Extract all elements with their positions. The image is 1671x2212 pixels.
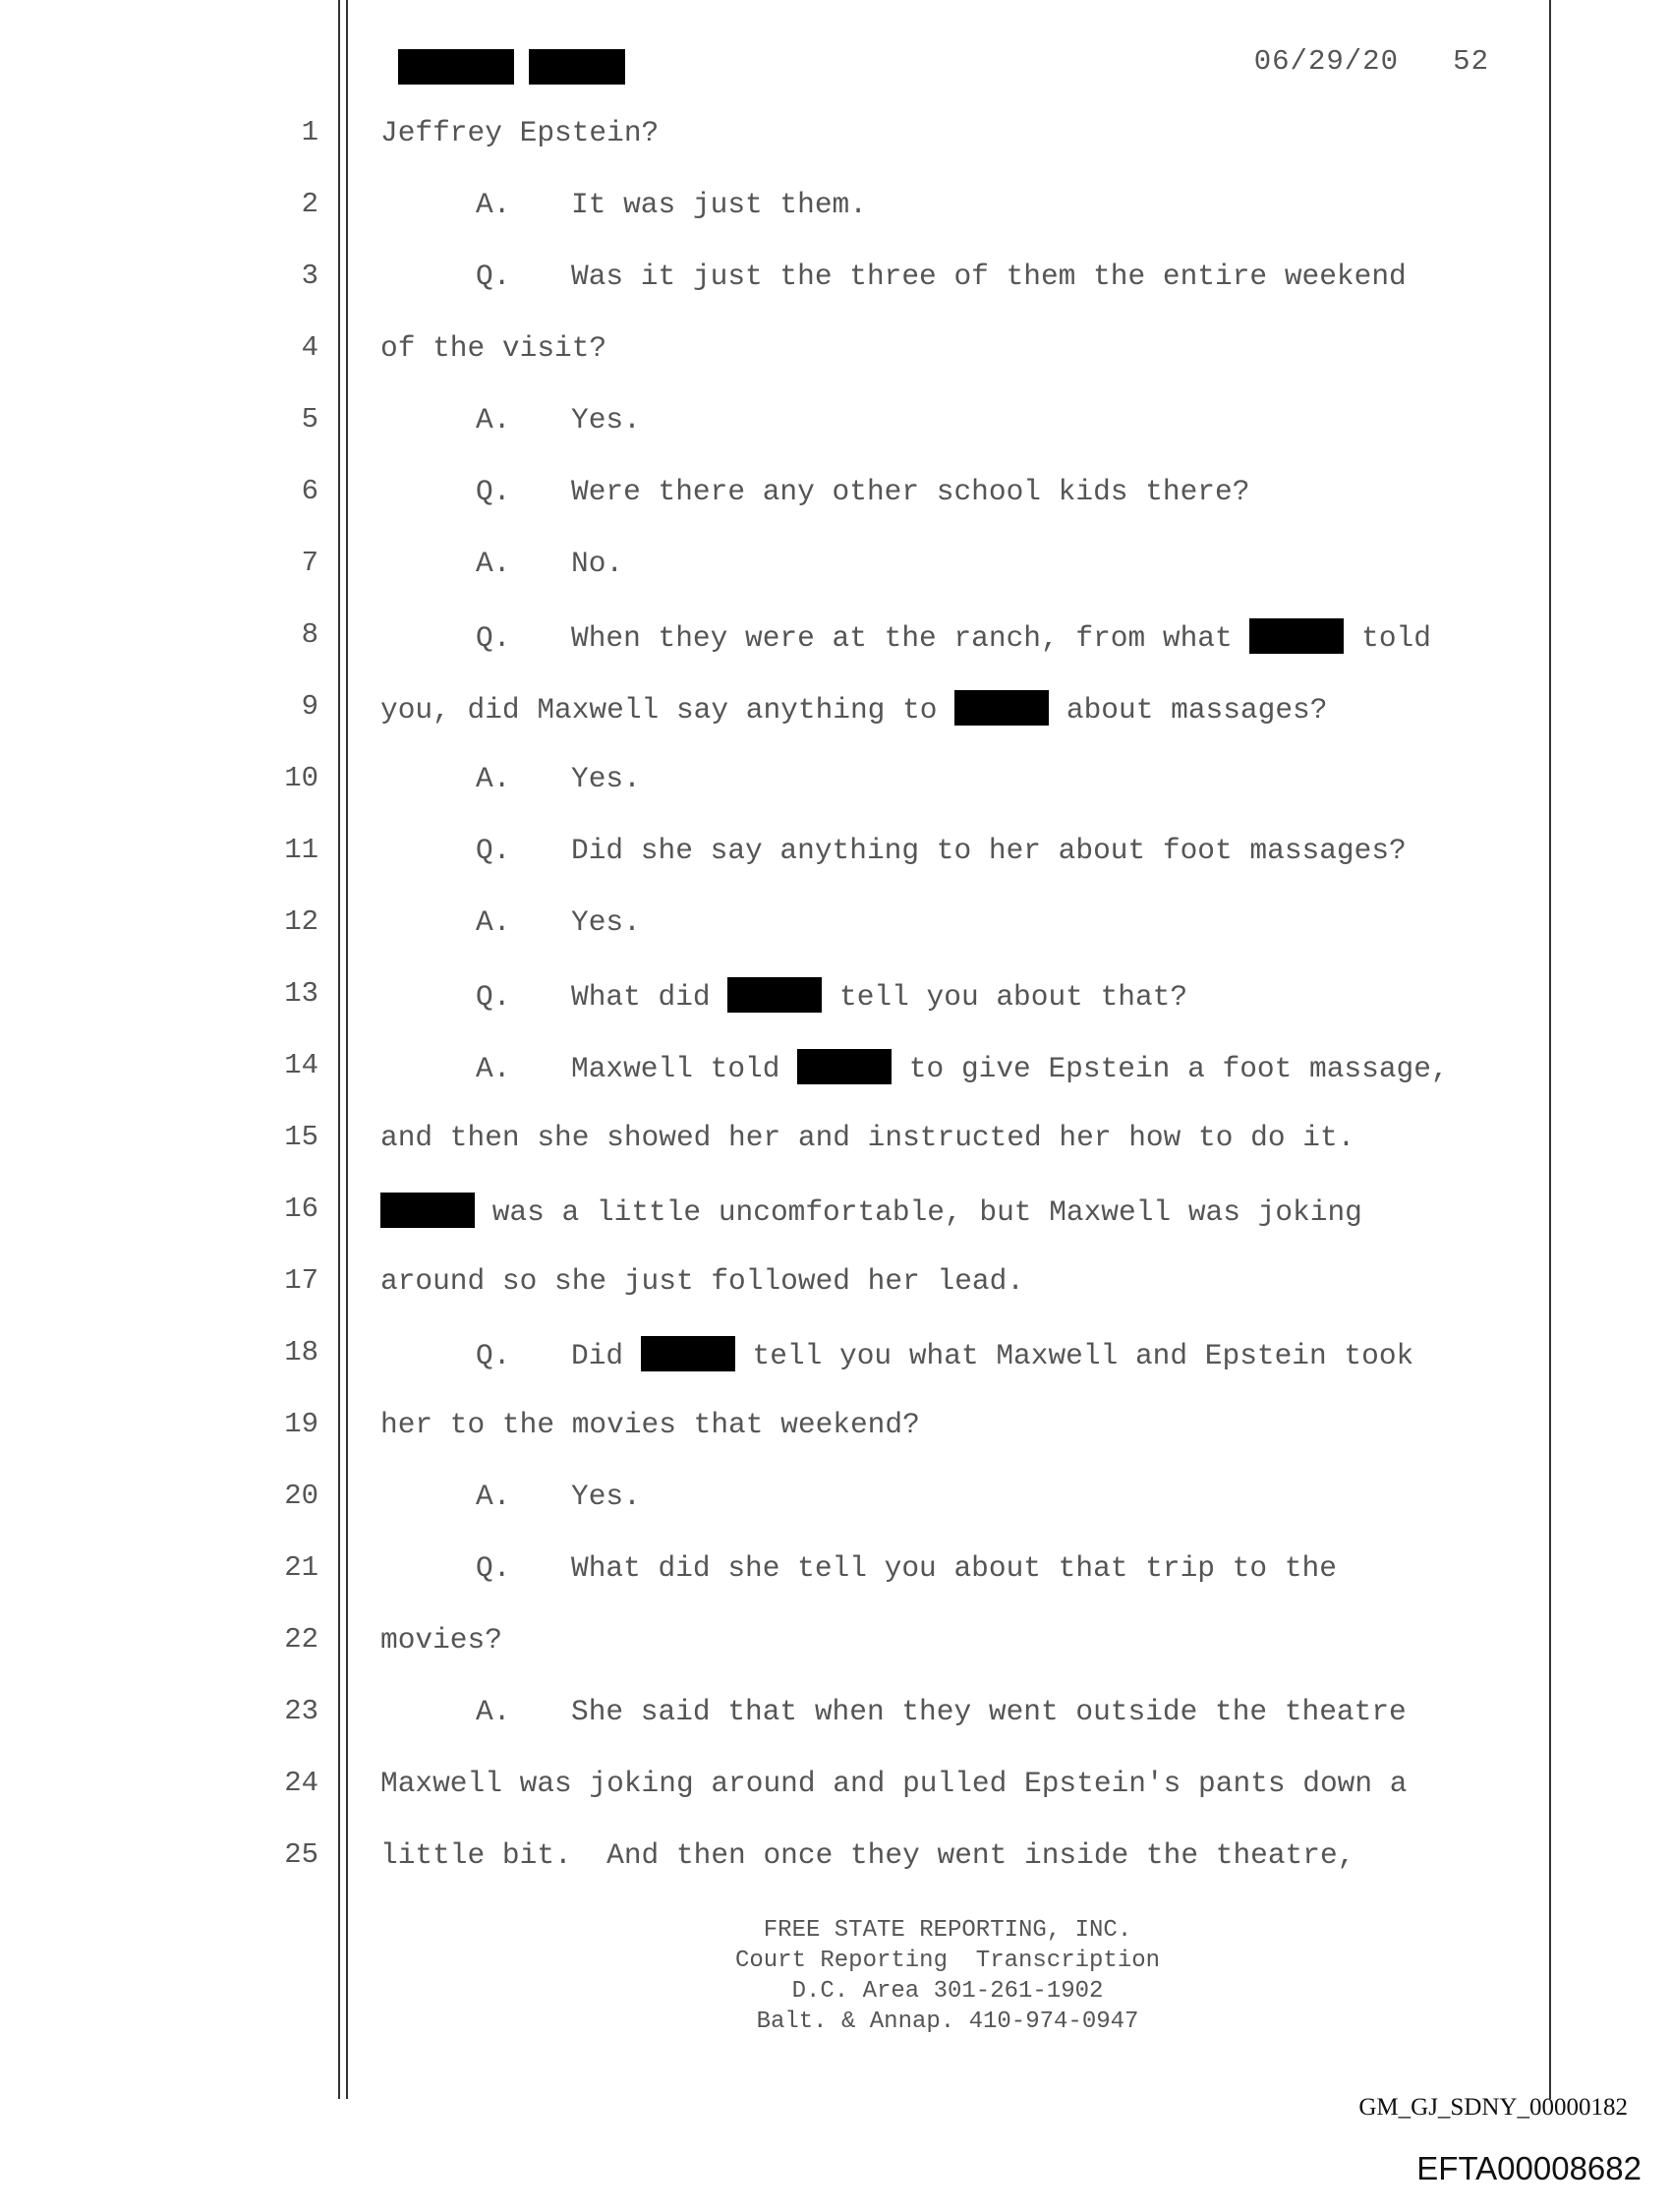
- line-number: 22: [284, 1623, 318, 1656]
- transcript-line: [0, 1258, 1671, 1330]
- line-text-segment: Maxwell told: [571, 1052, 798, 1085]
- line-text: [380, 1121, 1354, 1154]
- speaker-marker: Q.: [476, 475, 511, 508]
- line-text-segment: told: [1344, 621, 1431, 655]
- line-text-segment: What did she tell you about that trip to the: [571, 1551, 1337, 1585]
- line-text: [380, 1193, 1362, 1229]
- line-text: [380, 690, 1327, 727]
- transcript-line: [0, 1617, 1671, 1689]
- line-text: [476, 1551, 1337, 1585]
- footer-balt-phone: Balt. & Annap. 410-974-0947: [756, 2008, 1139, 2035]
- line-text-segment: was a little uncomfortable, but Maxwell was joking: [475, 1195, 1362, 1229]
- line-number: 12: [284, 905, 318, 938]
- line-number: 23: [284, 1695, 318, 1727]
- line-text-segment: No.: [571, 547, 624, 580]
- line-text-segment: Jeffrey Epstein?: [380, 116, 660, 149]
- line-number: 25: [284, 1838, 318, 1871]
- transcript-line: [0, 684, 1671, 756]
- line-text: [476, 977, 1187, 1014]
- line-text-segment: little bit. And then once they went inside the theatre,: [380, 1838, 1355, 1872]
- line-text: [476, 1695, 1407, 1728]
- transcript-line: [0, 1474, 1671, 1545]
- speaker-marker: A.: [476, 547, 511, 580]
- line-number: 14: [284, 1049, 318, 1081]
- redaction-block: [398, 49, 514, 85]
- redaction-block: [727, 977, 822, 1013]
- line-text: [476, 618, 1431, 655]
- line-text: [476, 1336, 1413, 1372]
- line-text-segment: Maxwell was joking around and pulled Epstein's pants down a: [380, 1767, 1408, 1800]
- line-text-segment: Did she say anything to her about foot massages?: [571, 834, 1407, 867]
- line-number: 1: [301, 116, 318, 148]
- line-number: 6: [301, 475, 318, 507]
- bates-number: GM_GJ_SDNY_00000182: [1358, 2094, 1628, 2121]
- line-number: 13: [284, 977, 318, 1010]
- line-text: [380, 1767, 1407, 1800]
- redaction-block: [1249, 618, 1344, 654]
- line-text-segment: tell you what Maxwell and Epstein took: [734, 1339, 1414, 1372]
- transcript-line: [0, 971, 1671, 1043]
- speaker-marker: A.: [476, 1695, 511, 1728]
- transcript-line: [0, 397, 1671, 469]
- speaker-marker: A.: [476, 1480, 511, 1513]
- line-number: 4: [301, 331, 318, 364]
- transcript-line: [0, 1115, 1671, 1187]
- line-text-segment: Yes.: [571, 762, 641, 795]
- line-text: [476, 1480, 641, 1513]
- line-text: [476, 475, 1249, 508]
- line-text-segment: What did: [571, 980, 728, 1014]
- efta-number: EFTA00008682: [1416, 2150, 1642, 2186]
- transcript-line: [0, 182, 1671, 254]
- line-text-segment: Did: [571, 1339, 641, 1372]
- speaker-marker: Q.: [476, 1339, 511, 1372]
- line-text-segment: movies?: [380, 1623, 502, 1657]
- transcript-line: [0, 1833, 1671, 1904]
- transcript-line: [0, 1689, 1671, 1761]
- line-number: 17: [284, 1264, 318, 1297]
- line-number: 20: [284, 1480, 318, 1512]
- line-text-segment: She said that when they went outside the theatre: [571, 1695, 1407, 1728]
- speaker-marker: Q.: [476, 260, 511, 293]
- speaker-marker: A.: [476, 905, 511, 939]
- speaker-marker: Q.: [476, 980, 511, 1014]
- line-number: 8: [301, 618, 318, 651]
- line-text-segment: about massages?: [1049, 693, 1328, 727]
- speaker-marker: A.: [476, 762, 511, 795]
- speaker-marker: Q.: [476, 1551, 511, 1585]
- transcript-line: [0, 1402, 1671, 1474]
- line-text: [380, 1408, 920, 1441]
- line-text-segment: tell you about that?: [822, 980, 1188, 1014]
- line-text: [476, 260, 1407, 293]
- line-text: [476, 188, 867, 221]
- redaction-block: [641, 1336, 735, 1371]
- transcript-line: [0, 612, 1671, 684]
- line-text: [476, 403, 641, 437]
- redaction-block: [797, 1049, 892, 1084]
- footer-dc-phone: D.C. Area 301-261-1902: [791, 1978, 1104, 2005]
- line-text-segment: Were there any other school kids there?: [571, 475, 1250, 508]
- line-number: 5: [301, 403, 318, 436]
- line-text-segment: Was it just the three of them the entire weekend: [571, 260, 1407, 293]
- line-text: [476, 762, 641, 795]
- line-text: [476, 834, 1407, 867]
- line-text: [380, 1838, 1354, 1872]
- line-text-segment: her to the movies that weekend?: [380, 1408, 920, 1441]
- transcript-line: [0, 900, 1671, 971]
- transcript-line: [0, 325, 1671, 397]
- line-text-segment: It was just them.: [571, 188, 867, 221]
- page-header: [378, 41, 1489, 90]
- line-number: 9: [301, 690, 318, 723]
- line-number: 11: [284, 834, 318, 866]
- line-text: [380, 116, 659, 149]
- line-text: [380, 1264, 1024, 1298]
- line-text-segment: you, did Maxwell say anything to: [380, 693, 955, 727]
- line-text-segment: Yes.: [571, 403, 641, 437]
- transcript-line: [0, 1761, 1671, 1833]
- header-date-page-number: 06/29/20 52: [1253, 45, 1489, 78]
- speaker-marker: Q.: [476, 621, 511, 655]
- transcript-line: [0, 1043, 1671, 1115]
- line-number: 24: [284, 1767, 318, 1799]
- line-text-segment: When they were at the ranch, from what: [571, 621, 1250, 655]
- line-text-segment: to give Epstein a foot massage,: [892, 1052, 1449, 1085]
- footer-company: FREE STATE REPORTING, INC.: [763, 1917, 1132, 1944]
- footer-services: Court Reporting Transcription: [734, 1948, 1161, 1974]
- transcript-line: [0, 469, 1671, 541]
- line-number: 2: [301, 188, 318, 220]
- redaction-block: [954, 690, 1049, 726]
- reporter-footer: [346, 1915, 1549, 2037]
- speaker-marker: A.: [476, 188, 511, 221]
- line-text-segment: around so she just followed her lead.: [380, 1264, 1025, 1298]
- line-text: [380, 331, 606, 365]
- line-text-segment: and then she showed her and instructed her how to do it.: [380, 1121, 1355, 1154]
- line-number: 15: [284, 1121, 318, 1153]
- redaction-block: [529, 49, 625, 85]
- transcript-line: [0, 756, 1671, 828]
- transcript-line: [0, 1545, 1671, 1617]
- line-number: 19: [284, 1408, 318, 1440]
- speaker-marker: Q.: [476, 834, 511, 867]
- line-text-segment: Yes.: [571, 905, 641, 939]
- line-text: [380, 1623, 502, 1657]
- line-number: 18: [284, 1336, 318, 1368]
- redaction-block: [380, 1193, 475, 1228]
- speaker-marker: A.: [476, 1052, 511, 1085]
- speaker-marker: A.: [476, 403, 511, 437]
- line-number: 3: [301, 260, 318, 292]
- line-text: [476, 547, 623, 580]
- transcript-line: [0, 1330, 1671, 1402]
- line-number: 10: [284, 762, 318, 794]
- line-number: 21: [284, 1551, 318, 1584]
- transcript-line: [0, 110, 1671, 182]
- line-number: 7: [301, 547, 318, 579]
- line-text-segment: of the visit?: [380, 331, 607, 365]
- line-text: [476, 1049, 1449, 1085]
- transcript-line: [0, 541, 1671, 612]
- line-text-segment: Yes.: [571, 1480, 641, 1513]
- line-number: 16: [284, 1193, 318, 1225]
- transcript-line: [0, 828, 1671, 900]
- transcript-line: [0, 254, 1671, 325]
- line-text: [476, 905, 641, 939]
- transcript-line: [0, 1187, 1671, 1258]
